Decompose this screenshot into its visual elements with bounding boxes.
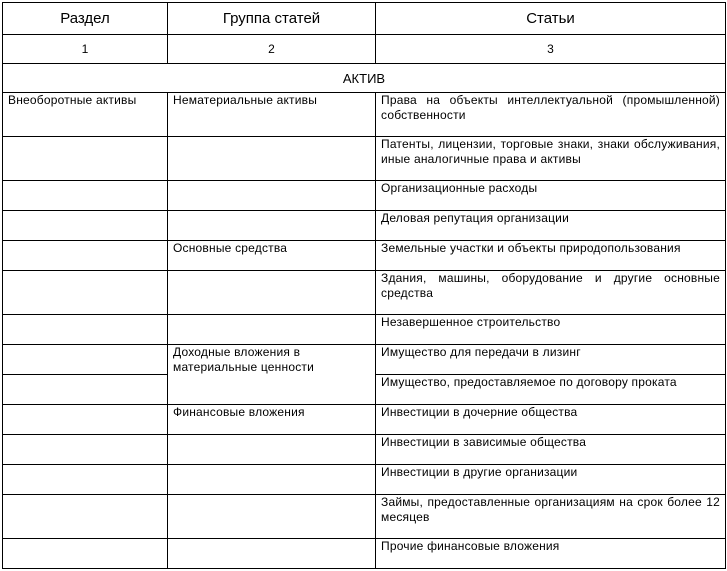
section-cell: [3, 241, 168, 271]
article-cell: Инвестиции в дочерние общества: [376, 405, 726, 435]
table-row: [3, 435, 726, 465]
group-cell: Финансовые вложения: [168, 405, 376, 435]
section-title-asset: АКТИВ: [3, 64, 726, 93]
group-cell: [168, 271, 376, 315]
section-cell: [3, 435, 168, 465]
article-cell: Займы, предоставленные организациям на срок более 12 месяцев: [376, 495, 726, 539]
column-number-3: 3: [376, 35, 726, 64]
group-cell: [168, 495, 376, 539]
table-row: [3, 539, 726, 569]
article-cell: Прочие финансовые вложения: [376, 539, 726, 569]
section-title-row: [3, 64, 726, 93]
group-cell: Доходные вложения в материальные ценности: [168, 345, 376, 405]
section-cell: [3, 315, 168, 345]
table-row: [3, 315, 726, 345]
section-cell: [3, 495, 168, 539]
header-articles: Статьи: [376, 3, 726, 35]
section-cell: [3, 345, 168, 375]
section-cell: Внеоборотные активы: [3, 93, 168, 137]
group-cell: [168, 181, 376, 211]
group-cell: Нематериальные активы: [168, 93, 376, 137]
article-cell: Здания, машины, оборудование и другие основные средства: [376, 271, 726, 315]
table-row: [3, 345, 726, 375]
article-cell: Права на объекты интеллектуальной (промышленной) собственности: [376, 93, 726, 137]
section-cell: [3, 181, 168, 211]
article-cell: Незавершенное строительство: [376, 315, 726, 345]
group-cell: [168, 465, 376, 495]
section-cell: [3, 137, 168, 181]
section-cell: [3, 211, 168, 241]
article-cell: Организационные расходы: [376, 181, 726, 211]
group-cell: [168, 137, 376, 181]
section-cell: [3, 405, 168, 435]
table-row: [3, 93, 726, 137]
section-cell: [3, 465, 168, 495]
group-cell: [168, 435, 376, 465]
table-row: [3, 465, 726, 495]
article-cell: Патенты, лицензии, торговые знаки, знаки обслуживания, иные аналогичные права и активы: [376, 137, 726, 181]
table-row: [3, 405, 726, 435]
column-number-2: 2: [168, 35, 376, 64]
article-cell: Имущество для передачи в лизинг: [376, 345, 726, 375]
article-cell: Деловая репутация организации: [376, 211, 726, 241]
group-cell: Основные средства: [168, 241, 376, 271]
header-row: [3, 3, 726, 35]
group-cell: [168, 315, 376, 345]
article-cell: Имущество, предоставляемое по договору проката: [376, 375, 726, 405]
article-cell: Инвестиции в другие организации: [376, 465, 726, 495]
article-cell: Земельные участки и объекты природопользования: [376, 241, 726, 271]
column-number-row: [3, 35, 726, 64]
header-section: Раздел: [3, 3, 168, 35]
section-cell: [3, 375, 168, 405]
table-row: [3, 211, 726, 241]
section-cell: [3, 271, 168, 315]
table-row: [3, 137, 726, 181]
table-row: [3, 181, 726, 211]
table-row: [3, 495, 726, 539]
balance-sheet-table: [2, 2, 726, 569]
column-number-1: 1: [3, 35, 168, 64]
section-cell: [3, 539, 168, 569]
table-row: [3, 271, 726, 315]
article-cell: Инвестиции в зависимые общества: [376, 435, 726, 465]
table-row: [3, 241, 726, 271]
group-cell: [168, 539, 376, 569]
group-cell: [168, 211, 376, 241]
header-group: Группа статей: [168, 3, 376, 35]
